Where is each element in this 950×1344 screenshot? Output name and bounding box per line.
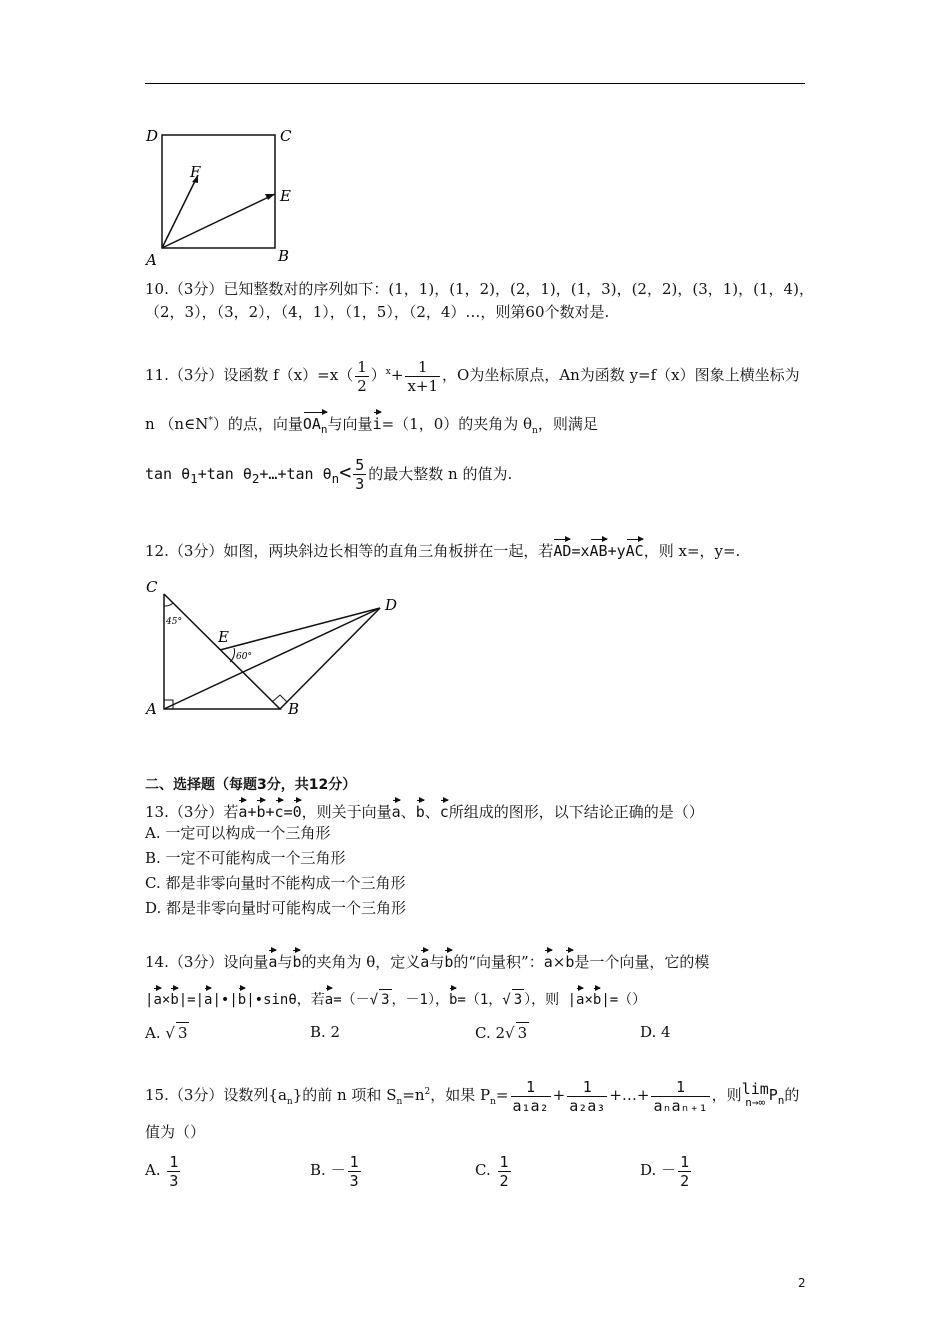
fig2-angle-60: 60° <box>236 652 252 662</box>
q13-vc: c <box>440 798 449 822</box>
q14-option-a[interactable]: A. √ 3 <box>145 1024 188 1042</box>
vector-ac: AC <box>626 537 644 561</box>
q15-Pn: n <box>777 1094 785 1107</box>
figure-triangles <box>140 572 410 722</box>
q14-l2-vb2: b <box>238 986 246 1010</box>
q15-then: ，则 <box>711 1086 742 1104</box>
q13-p2: + <box>265 803 275 821</box>
q15-optC-label: C. <box>475 1161 491 1179</box>
vector-ab: AB <box>590 537 608 561</box>
q14-l1-e: 的“向量积”： <box>453 953 544 971</box>
q14-l2-sqrt3b: 3 <box>512 989 524 1010</box>
q12-prefix: 12.（3分）如图，两块斜边长相等的直角三角板拼在一起，若 <box>145 542 554 560</box>
fig1-label-c: C <box>280 127 292 145</box>
q11-l3-a: tan θ <box>145 465 191 483</box>
q11-suffix: ，O为坐标原点，An为函数 y=f（x）图象上横坐标为 <box>442 366 800 384</box>
q11-exp: x <box>385 367 391 377</box>
q14-l2-sqrt3: 3 <box>379 989 391 1010</box>
q11-frac-den: x+1 <box>407 376 439 395</box>
fig1-label-a: A <box>146 251 157 269</box>
q15-n2: n <box>396 1097 403 1107</box>
q14-l2-i: |=（） <box>601 992 647 1008</box>
q15-P: P <box>768 1086 778 1104</box>
q11-l2-d: =（1，0）的夹角为 θ <box>381 415 533 433</box>
q14-line1 <box>145 948 709 972</box>
q11-l3-end: 的最大整数 n 的值为. <box>368 465 513 483</box>
q13-sep1: 、 <box>400 803 416 821</box>
q15-optA-frac <box>167 1153 180 1190</box>
q15-line1: 15.（3分）设数列$\{a_n\}$的前 n 项和 $S_n=n^2$，如果 $P_n=$ $\frac{1}{\text{a₁a₂}}$ + $\frac{1}{\text{a₂a₃}}$ +…+ $\frac{1}{\text{aₙaₙ₊₁}}$ ，则 lim n→∞ $P_n$的 <box>145 1077 800 1115</box>
q15-f3d: aₙaₙ₊₁ <box>653 1096 708 1115</box>
q14-l1-va2: a <box>420 948 429 972</box>
q10-line1: 10.（3分）已知整数对的序列如下：(1，1)，(1，2)，(2，1)，(1，3)，(2，2)，(3，1)，(1，4)， <box>145 280 814 298</box>
q14-option-b[interactable]: B. 2 <box>310 1023 341 1041</box>
q15-option-c[interactable] <box>475 1150 513 1190</box>
q15-de: 的 <box>784 1086 800 1104</box>
q14-l2-vb3: b <box>449 986 457 1010</box>
q15-dots: +…+ <box>609 1086 650 1104</box>
fig2-label-e: E <box>218 628 229 646</box>
q13-option-d[interactable]: D. 都是非零向量时可能构成一个三角形 <box>145 899 407 917</box>
q15-optC-frac <box>498 1153 511 1190</box>
q13-va: a <box>392 798 401 822</box>
q13-suffix: 所组成的图形，以下结论正确的是（） <box>448 803 704 821</box>
q14-l1-d: 与 <box>429 953 445 971</box>
q12-suffix: ，则 x=，y=. <box>643 542 741 560</box>
q11-l2-c: 与向量 <box>327 415 373 433</box>
q14-l1-va3: a <box>544 948 553 972</box>
q11-half-den: 2 <box>357 376 367 395</box>
q14-l2-g: =（1， <box>457 992 503 1008</box>
q15-mid2: ，如果 P <box>430 1086 491 1104</box>
q15-prefix: 15.（3分）设数列{a <box>145 1086 287 1104</box>
q11-line3 <box>145 452 512 499</box>
q14-optA-val: 3 <box>177 1024 188 1042</box>
q14-l2-vb4: b <box>593 986 601 1010</box>
q13-vec-zero: 0 <box>293 798 302 822</box>
q13-eq: = <box>283 803 293 821</box>
q11-l3-s2: 2 <box>251 471 260 486</box>
q15-eq: =n <box>402 1086 425 1104</box>
q14-optC-k: 2 <box>495 1024 506 1042</box>
fig1-label-f: F <box>190 163 201 181</box>
q14-l2-a: | <box>145 992 154 1008</box>
q15-optB-frac <box>348 1153 361 1190</box>
q11-l3-fd: 3 <box>355 475 365 493</box>
q15-option-b[interactable] <box>310 1150 363 1190</box>
q15-mid: }的前 n 项和 S <box>292 1086 397 1104</box>
q11-l2-a: n （n∈N <box>145 415 209 433</box>
q14-l1-vb: b <box>292 948 301 972</box>
q13-prefix: 13.（3分）若 <box>145 803 239 821</box>
q12-eq: =x <box>571 542 590 560</box>
q13-stem <box>145 798 704 822</box>
q13-vec-b: b <box>256 798 265 822</box>
q15-optB-d: 3 <box>349 1171 359 1190</box>
fig1-label-d: D <box>146 127 159 145</box>
q14-option-d[interactable]: D. 4 <box>640 1023 671 1041</box>
q15-optC-d: 2 <box>499 1171 509 1190</box>
q11-frac <box>405 358 440 395</box>
q14-l1-c: 的夹角为 θ，定义 <box>301 953 421 971</box>
q11-frac-num: 1 <box>405 358 440 377</box>
q15-n1: n <box>286 1097 293 1107</box>
q14-l2-h: ），则 | <box>524 992 577 1008</box>
q14-l1-vb3: b <box>565 948 574 972</box>
fig1-label-e: E <box>280 187 291 205</box>
q15-option-a[interactable] <box>145 1150 182 1190</box>
q14-l1-va: a <box>268 948 277 972</box>
q15-optA-d: 3 <box>169 1171 179 1190</box>
q13-option-c[interactable]: C. 都是非零向量时不能构成一个三角形 <box>145 874 406 892</box>
q11-l2-e: ，则满足 <box>537 415 598 433</box>
q14-l1-vb2: b <box>444 948 453 972</box>
q15-line2: 值为（） <box>145 1123 206 1141</box>
q12-line <box>145 537 740 561</box>
q14-option-c[interactable]: C. 2√ 3 <box>475 1024 528 1042</box>
q11-line2 <box>145 410 598 441</box>
vector-oan <box>303 410 328 440</box>
vector-ad: AD <box>553 537 571 561</box>
q11-line1: 11.（3分）设函数 f（x）=x（ $\frac{1}{2}$ ）$^x$+ $\frac{1}{x+1}$ ，O为坐标原点，An为函数 y=f（x）图象上横坐标为 <box>145 357 800 395</box>
q14-optA-label: A. <box>145 1024 161 1042</box>
q14-l2-d: |•sinθ，若 <box>246 992 325 1008</box>
q15-optB-n: 1 <box>349 1152 359 1171</box>
q15-frac2 <box>567 1078 607 1115</box>
q11-l3-b: +tan θ <box>197 465 252 483</box>
q14-l2-va: a <box>153 986 161 1010</box>
q14-l1-a: 14.（3分）设向量 <box>145 953 269 971</box>
fig1-label-b: B <box>278 247 290 265</box>
q11-vec-oa: OA <box>302 415 321 433</box>
q14-l1-b: 与 <box>277 953 293 971</box>
q11-l3-sn: n <box>331 471 340 486</box>
q15-f2d: a₂a₃ <box>569 1096 606 1115</box>
header-rule <box>145 83 805 84</box>
fig2-label-d: D <box>385 596 398 614</box>
q14-l1-f: 是一个向量，它的模 <box>574 953 710 971</box>
q15-option-d[interactable] <box>640 1150 693 1190</box>
q15-optD-d: 2 <box>680 1171 690 1190</box>
q10-line2: （2，3），（3，2），（4，1），（1，5），（2，4）…，则第60个数对是. <box>145 303 610 321</box>
q11-half-fraction <box>355 358 369 395</box>
fig2-label-c: C <box>146 578 158 596</box>
q11-prefix: 11.（3分）设函数 f（x）=x（ <box>145 366 354 384</box>
q11-l3-c: +…+tan θ <box>259 465 332 483</box>
q11-five-thirds <box>353 456 366 493</box>
q11-l3-s1: 1 <box>190 471 198 486</box>
section-2-heading: 二、选择题（每题3分，共12分） <box>145 777 357 793</box>
q14-l2-c: |•| <box>212 992 238 1008</box>
q13-p1: + <box>247 803 257 821</box>
q15-optC-n: 1 <box>499 1152 509 1171</box>
q15-f3n: 1 <box>651 1078 709 1097</box>
q14-l2-x2: × <box>584 992 593 1008</box>
q12-plus: +y <box>607 542 626 560</box>
q15-optD-frac <box>678 1153 691 1190</box>
q13-vec-a: a <box>238 798 247 822</box>
q14-l2-e: =（－ <box>333 992 370 1008</box>
q15-optD-n: 1 <box>680 1152 690 1171</box>
q13-mid: ，则关于向量 <box>301 803 392 821</box>
q15-optA-label: A. <box>145 1161 161 1179</box>
q15-optD-label: D. <box>640 1161 657 1179</box>
q11-l2-dsub: n <box>532 426 538 436</box>
q14-l2-va4: a <box>576 986 584 1010</box>
q13-vec-c: c <box>275 798 284 822</box>
q14-l2-va3: a <box>325 986 333 1010</box>
q13-vb: b <box>416 798 425 822</box>
q11-l2-star: * <box>208 416 213 426</box>
q11-vec-sub: n <box>320 423 328 436</box>
q14-l1-x: × <box>552 953 566 971</box>
q15-sq: 2 <box>424 1087 431 1097</box>
fig2-label-b: B <box>288 700 300 718</box>
q14-l2-b: |=| <box>178 992 205 1008</box>
q15-frac1 <box>511 1078 551 1115</box>
q15-f1n: 1 <box>511 1078 551 1097</box>
q15-eq2: = <box>495 1086 509 1104</box>
q11-l2-b: ）的点，向量 <box>212 415 303 433</box>
q11-plus: + <box>390 366 404 384</box>
q13-option-b[interactable]: B. 一定不可能构成一个三角形 <box>145 849 346 867</box>
q15-optB-sign: － <box>330 1161 346 1179</box>
q14-l2-va2: a <box>204 986 212 1010</box>
q15-f2n: 1 <box>567 1078 607 1097</box>
q15-optD-sign: － <box>661 1161 677 1179</box>
q15-frac3 <box>651 1078 709 1115</box>
page-number: 2 <box>798 1276 806 1290</box>
q15-limit <box>742 1082 769 1110</box>
q15-limsub: n→∞ <box>745 1096 766 1109</box>
q15-n3: n <box>490 1097 496 1107</box>
fig2-label-a: A <box>146 700 157 718</box>
q15-optA-n: 1 <box>169 1152 179 1171</box>
q13-sep2: 、 <box>424 803 440 821</box>
q13-option-a[interactable]: A. 一定可以构成一个三角形 <box>145 824 331 842</box>
q11-l3-lt: < <box>339 460 352 484</box>
q14-l2-f: ，－1）， <box>391 992 449 1008</box>
q14-optC-label: C. <box>475 1024 491 1042</box>
q14-optC-val: 3 <box>517 1024 528 1042</box>
q15-lim: lim <box>741 1080 769 1098</box>
q14-l2-x: × <box>161 992 171 1008</box>
q15-optB-label: B. <box>310 1161 326 1179</box>
fig2-angle-45: 45° <box>166 617 182 627</box>
q11-l3-fn: 5 <box>355 456 365 474</box>
q11-half-num: 1 <box>357 357 367 376</box>
q14-l2-vb: b <box>170 986 178 1010</box>
figure-square-abcd <box>140 125 300 270</box>
q14-line2: |a×b|=|a|•|b|•sinθ，若a=（－√ 3 ，－1），b=（1，√ 3 ），则 |a×b|=（） <box>145 986 646 1010</box>
vector-i: i <box>373 410 382 434</box>
q15-f1d: a₁a₂ <box>512 1096 549 1115</box>
